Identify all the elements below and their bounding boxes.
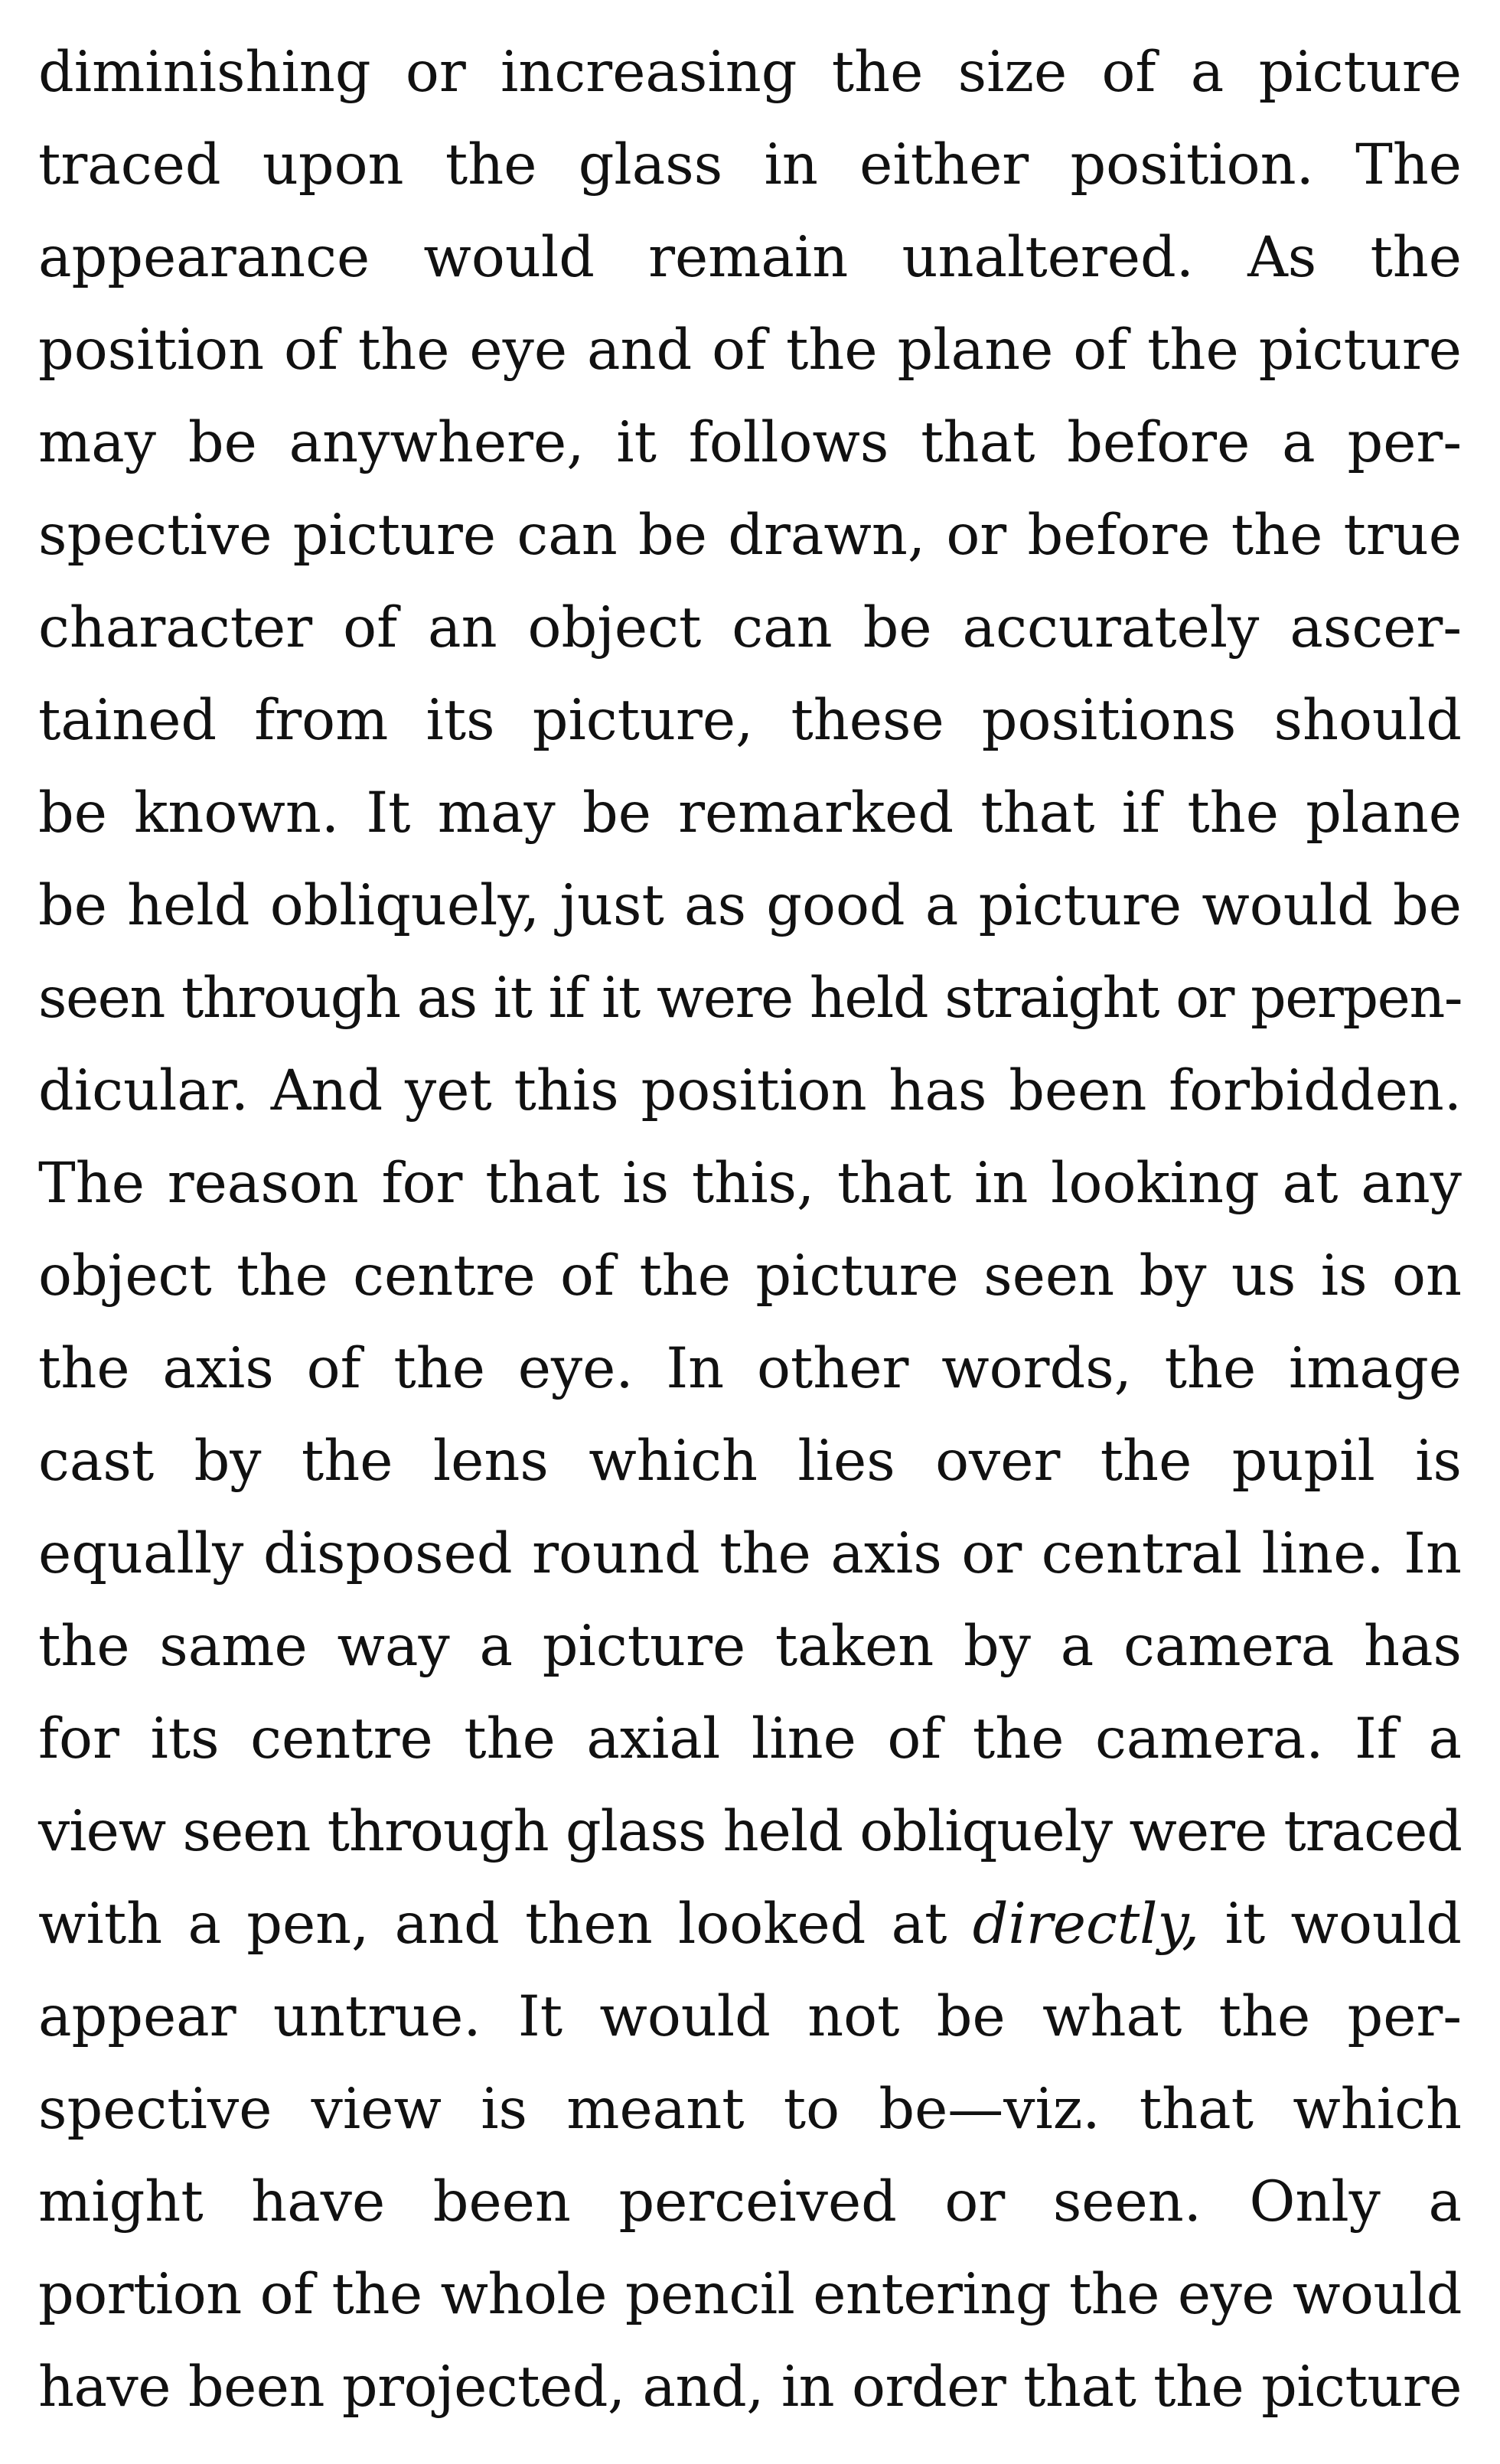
body-paragraph (38, 26, 1462, 2433)
text-line: dicular. And yet this position has been forbidden. (38, 1058, 1462, 1123)
text-line: diminishing or increasing the size of a picture (38, 40, 1462, 105)
text-line-with-emphasis (38, 1878, 1462, 1970)
text-line: appear untrue. It would not be what the per- (38, 1984, 1462, 2049)
text-segment: with a pen, and then looked at (38, 1892, 973, 1957)
text-line: equally disposed round the axis or central line. In (38, 1521, 1462, 1586)
text-line: portion of the whole pencil entering the eye would (38, 2262, 1462, 2327)
text-line: be known. It may be remarked that if the plane (38, 781, 1462, 846)
text-line: might have been perceived or seen. Only a (38, 2169, 1462, 2234)
text-line: appearance would remain unaltered. As the (38, 225, 1462, 290)
text-line: for its centre the axial line of the camera. If a (38, 1706, 1462, 1771)
text-segment: it would (1199, 1892, 1462, 1957)
text-line: The reason for that is this, that in looking at any (38, 1151, 1462, 1216)
text-line: spective picture can be drawn, or before the true (38, 503, 1462, 568)
text-line: position of the eye and of the plane of the picture (38, 318, 1462, 383)
emphasized-word: directly, (972, 1892, 1200, 1957)
text-line: character of an object can be accurately ascer- (38, 595, 1462, 660)
text-line: tained from its picture, these positions should (38, 688, 1462, 753)
text-line: object the centre of the picture seen by us is on (38, 1243, 1462, 1309)
text-line: traced upon the glass in either position. The (38, 132, 1462, 197)
text-line: the same way a picture taken by a camera has (38, 1614, 1462, 1679)
text-line: seen through as it if it were held straight or perpen- (38, 966, 1462, 1031)
text-line: be held obliquely, just as good a picture would be (38, 873, 1462, 938)
text-line: spective view is meant to be—viz. that which (38, 2077, 1462, 2142)
text-line: view seen through glass held obliquely were traced (38, 1799, 1462, 1864)
text-line: the axis of the eye. In other words, the image (38, 1336, 1462, 1401)
text-line: have been projected, and, in order that the picture (38, 2355, 1462, 2420)
text-line: may be anywhere, it follows that before a per- (38, 410, 1462, 475)
text-line: cast by the lens which lies over the pupil is (38, 1429, 1462, 1494)
